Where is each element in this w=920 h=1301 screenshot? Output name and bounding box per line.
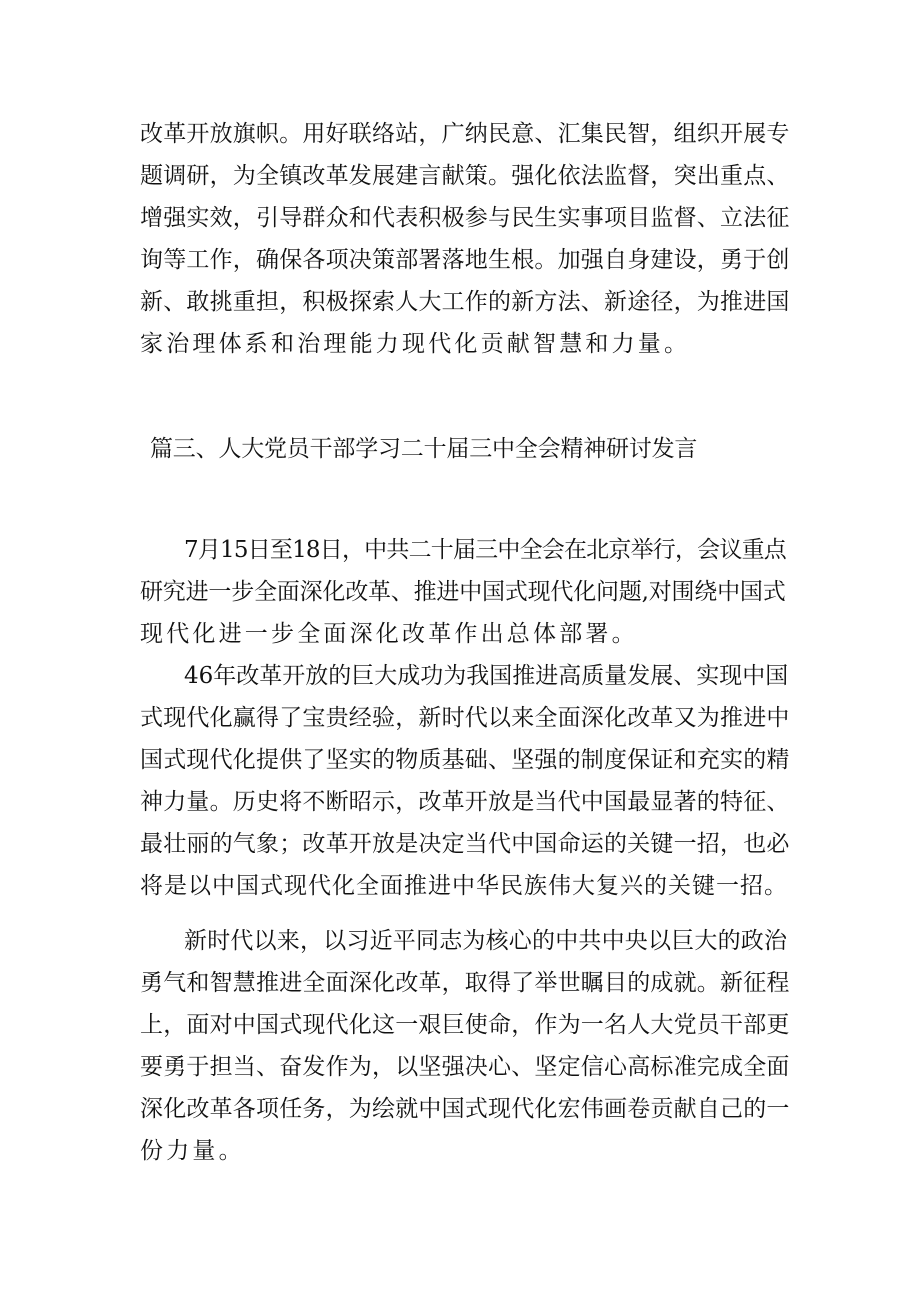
text-line: 题调研，为全镇改革发展建言献策。强化依法监督，突出重点、 xyxy=(140,163,790,189)
text-line: 深化改革各项任务，为绘就中国式现代化宏伟画卷贡献自己的一 xyxy=(140,1096,790,1122)
text-line: 新、敢挑重担，积极探索人大工作的新方法、新途径，为推进国 xyxy=(140,289,790,315)
text-line: 家治理体系和治理能力现代化贡献智慧和力量。 xyxy=(140,331,691,357)
text-line: 增强实效，引导群众和代表积极参与民生实事项目监督、立法征 xyxy=(140,205,790,231)
text-line: 要勇于担当、奋发作为，以坚强决心、坚定信心高标准完成全面 xyxy=(140,1054,790,1080)
text-line: 将是以中国式现代化全面推进中华民族伟大复兴的关键一招。 xyxy=(140,873,788,899)
text-line: 勇气和智慧推进全面深化改革，取得了举世瞩目的成就。新征程 xyxy=(140,970,790,996)
section-heading: 篇三、人大党员干部学习二十届三中全会精神研讨发言 xyxy=(150,436,698,462)
text-line: 份力量。 xyxy=(140,1138,245,1164)
text-line: 改革开放旗帜。用好联络站，广纳民意、汇集民智，组织开展专 xyxy=(140,121,790,147)
text-line: 46年改革开放的巨大成功为我国推进高质量发展、实现中国 xyxy=(184,663,789,689)
text-line: 7月15日至18日，中共二十届三中全会在北京举行，会议重点 xyxy=(184,537,786,563)
text-line: 询等工作，确保各项决策部署落地生根。加强自身建设，勇于创 xyxy=(140,247,790,273)
text-line: 国式现代化提供了坚实的物质基础、坚强的制度保证和充实的精 xyxy=(140,747,790,773)
text-line: 式现代化赢得了宝贵经验，新时代以来全面深化改革又为推进中 xyxy=(140,705,790,731)
text-line: 上，面对中国式现代化这一艰巨使命，作为一名人大党员干部更 xyxy=(140,1012,790,1038)
text-line: 神力量。历史将不断昭示，改革开放是当代中国最显著的特征、 xyxy=(140,789,790,815)
text-line: 研究进一步全面深化改革、推进中国式现代化问题,对围绕中国式 xyxy=(140,579,786,605)
text-line: 现代化进一步全面深化改革作出总体部署。 xyxy=(140,621,638,647)
text-line: 新时代以来，以习近平同志为核心的中共中央以巨大的政治 xyxy=(184,928,788,954)
text-line: 最壮丽的气象；改革开放是决定当代中国命运的关键一招，也必 xyxy=(140,831,790,857)
